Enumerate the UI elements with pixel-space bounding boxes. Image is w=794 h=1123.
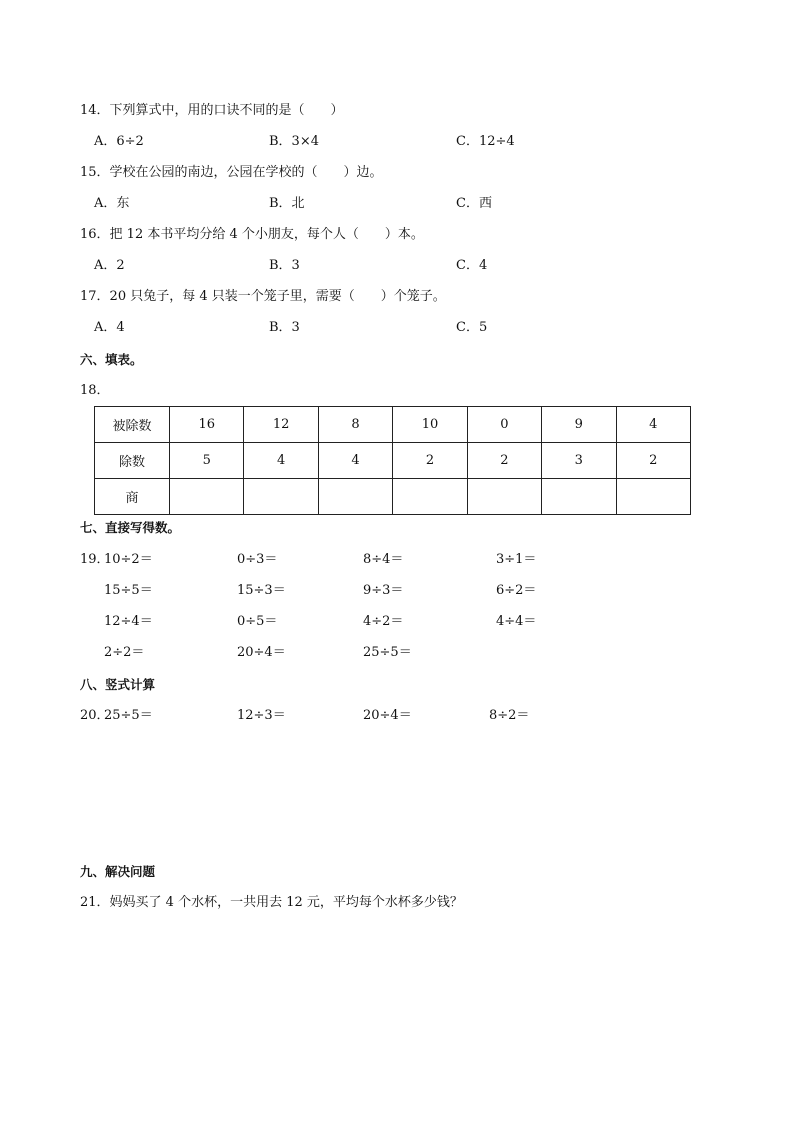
calc-item: 12÷4＝ bbox=[104, 614, 153, 629]
question-14-stem: 14．下列算式中，用的口诀不同的是（ ） bbox=[80, 103, 344, 118]
calc-item: 10÷2＝ bbox=[104, 552, 153, 567]
question-17-option-b[interactable]: B．3 bbox=[269, 320, 300, 335]
question-15-stem: 15．学校在公园的南边，公园在学校的（ ）边。 bbox=[80, 165, 383, 180]
row-header-divisor: 除数 bbox=[95, 443, 170, 479]
question-17-option-a[interactable]: A．4 bbox=[94, 320, 125, 335]
vertical-calc-item: 25÷5＝ bbox=[104, 708, 153, 723]
question-16-option-b[interactable]: B．3 bbox=[269, 258, 300, 273]
question-21-stem: 21．妈妈买了 4 个水杯，一共用去 12 元，平均每个水杯多少钱？ bbox=[80, 895, 463, 910]
answer-cell[interactable] bbox=[467, 479, 541, 515]
calc-item: 15÷3＝ bbox=[237, 583, 286, 598]
division-table bbox=[94, 406, 691, 515]
table-cell: 5 bbox=[170, 443, 244, 479]
question-17-option-c[interactable]: C．5 bbox=[456, 320, 488, 335]
table-row-dividend bbox=[95, 407, 691, 443]
question-14-option-a[interactable]: A．6÷2 bbox=[94, 134, 144, 149]
table-cell: 4 bbox=[616, 407, 690, 443]
vertical-calc-item: 12÷3＝ bbox=[237, 708, 286, 723]
question-18-label: 18． bbox=[80, 383, 110, 398]
question-14-option-b[interactable]: B．3×4 bbox=[269, 134, 319, 149]
section-6-title: 六、填表。 bbox=[80, 352, 143, 367]
calc-item: 3÷1＝ bbox=[496, 552, 537, 567]
table-row-quotient bbox=[95, 479, 691, 515]
table-cell: 3 bbox=[542, 443, 616, 479]
calc-item: 20÷4＝ bbox=[237, 645, 286, 660]
calc-item: 9÷3＝ bbox=[363, 583, 404, 598]
table-cell: 8 bbox=[318, 407, 392, 443]
table-cell: 4 bbox=[244, 443, 318, 479]
calc-item: 15÷5＝ bbox=[104, 583, 153, 598]
answer-cell[interactable] bbox=[393, 479, 467, 515]
calc-item: 4÷2＝ bbox=[363, 614, 404, 629]
question-16-option-a[interactable]: A．2 bbox=[94, 258, 125, 273]
answer-cell[interactable] bbox=[244, 479, 318, 515]
section-9-title: 九、解决问题 bbox=[80, 864, 156, 879]
answer-cell[interactable] bbox=[542, 479, 616, 515]
answer-cell[interactable] bbox=[170, 479, 244, 515]
question-17-stem: 17．20 只兔子，每 4 只装一个笼子里，需要（ ）个笼子。 bbox=[80, 289, 446, 304]
table-cell: 2 bbox=[393, 443, 467, 479]
question-20-label: 20． bbox=[80, 708, 110, 723]
table-cell: 9 bbox=[542, 407, 616, 443]
table-row-divisor bbox=[95, 443, 691, 479]
question-15-option-a[interactable]: A．东 bbox=[94, 196, 130, 211]
calc-item: 4÷4＝ bbox=[496, 614, 537, 629]
question-16-stem: 16．把 12 本书平均分给 4 个小朋友，每个人（ ）本。 bbox=[80, 227, 424, 242]
calc-item: 0÷5＝ bbox=[237, 614, 278, 629]
row-header-dividend: 被除数 bbox=[95, 407, 170, 443]
row-header-quotient: 商 bbox=[95, 479, 170, 515]
question-15-option-b[interactable]: B．北 bbox=[269, 196, 305, 211]
calc-item: 0÷3＝ bbox=[237, 552, 278, 567]
section-8-title: 八、竖式计算 bbox=[80, 677, 156, 692]
table-cell: 12 bbox=[244, 407, 318, 443]
question-15-option-c[interactable]: C．西 bbox=[456, 196, 492, 211]
answer-cell[interactable] bbox=[616, 479, 690, 515]
section-7-title: 七、直接写得数。 bbox=[80, 520, 181, 535]
vertical-calc-item: 8÷2＝ bbox=[489, 708, 530, 723]
table-cell: 10 bbox=[393, 407, 467, 443]
vertical-calc-item: 20÷4＝ bbox=[363, 708, 412, 723]
question-14-option-c[interactable]: C．12÷4 bbox=[456, 134, 515, 149]
calc-item: 8÷4＝ bbox=[363, 552, 404, 567]
table-cell: 4 bbox=[318, 443, 392, 479]
calc-item: 25÷5＝ bbox=[363, 645, 412, 660]
table-cell: 16 bbox=[170, 407, 244, 443]
answer-cell[interactable] bbox=[318, 479, 392, 515]
calc-item: 2÷2＝ bbox=[104, 645, 145, 660]
calc-item: 6÷2＝ bbox=[496, 583, 537, 598]
question-19-label: 19． bbox=[80, 552, 110, 567]
question-16-option-c[interactable]: C．4 bbox=[456, 258, 488, 273]
table-cell: 2 bbox=[467, 443, 541, 479]
table-cell: 2 bbox=[616, 443, 690, 479]
table-cell: 0 bbox=[467, 407, 541, 443]
